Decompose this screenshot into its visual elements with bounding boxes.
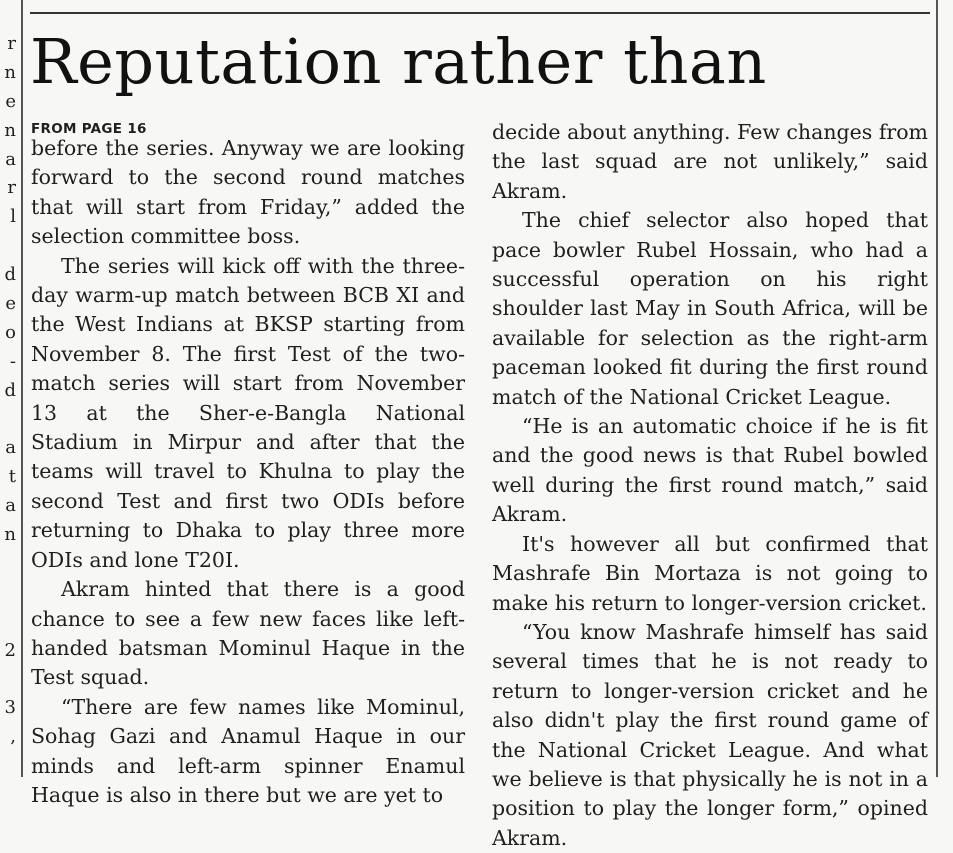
article-headline: Reputation rather than bbox=[30, 25, 767, 98]
gutter-char bbox=[0, 406, 20, 435]
paragraph: “There are few names like Mominul, Sohag Gazi and Anamul Haque in our minds and left-arm spinner Enamul Haque is also in there but we are yet to bbox=[31, 694, 465, 807]
gutter-char: , bbox=[10, 726, 16, 748]
gutter-char: a bbox=[5, 495, 16, 517]
gutter-char: 2 bbox=[4, 639, 16, 661]
gutter-char: a bbox=[5, 148, 16, 170]
continuation-kicker: FROM PAGE 16 bbox=[31, 121, 147, 137]
gutter-char: o bbox=[5, 321, 16, 343]
column-divider-left bbox=[21, 0, 23, 777]
paragraph: It's however all but confirmed that Mashrafe Bin Mortaza is not going to make his return to longer-version cricket. bbox=[492, 531, 928, 615]
gutter-char: d bbox=[4, 264, 16, 286]
gutter-char: l bbox=[10, 206, 16, 228]
gutter-char: r bbox=[7, 33, 16, 54]
gutter-char: d bbox=[4, 379, 16, 401]
gutter-char: r bbox=[7, 177, 16, 199]
paragraph: The chief selector also hoped that pace bowler Rubel Hossain, who had a successful operation on his right shoulder last May in South Africa, will be available for selection as the right-arm paceman looked fit during the first round match of the National Cricket League. bbox=[492, 208, 928, 409]
previous-column-fragment bbox=[0, 30, 20, 760]
paragraph: before the series. Anyway we are looking forward to the second round matches that will start from Friday,” added the selection committee boss. bbox=[31, 136, 465, 249]
gutter-char bbox=[0, 550, 20, 579]
top-rule bbox=[30, 12, 930, 14]
gutter-char: e bbox=[5, 293, 16, 315]
article-column-1 bbox=[31, 118, 465, 810]
paragraph: decide about anything. Few changes from the last squad are not unlikely,” said Akram. bbox=[492, 120, 928, 203]
paragraph: The series will kick off with the three-day warm-up match between BCB XI and the West Indians at BKSP starting from November 8. The first Test of the two-match series will start from November 13 at the Sher-e-Bangla National Stadium in Mirpur and after that the teams will travel to Khulna to play the second Test and first two ODIs before returning to Dhaka to play three more ODIs and lone T20I. bbox=[31, 253, 465, 572]
gutter-char: n bbox=[4, 61, 16, 83]
gutter-char: 3 bbox=[4, 697, 16, 719]
gutter-char: - bbox=[9, 350, 16, 372]
paragraph: “You know Mashrafe himself has said several times that he is not ready to return to longer-version cricket and he also didn't play the first round game of the National Cricket League. And what we believe is that physically he is not in a position to play the longer form,” opined Akram. bbox=[492, 619, 928, 850]
gutter-char: a bbox=[5, 437, 16, 459]
gutter-char bbox=[0, 666, 20, 695]
column-divider-right bbox=[936, 0, 938, 777]
paragraph: Akram hinted that there is a good chance to see a few new faces like left-handed batsman Mominul Haque in the Test squad. bbox=[31, 577, 465, 690]
gutter-char bbox=[0, 608, 20, 637]
gutter-char: n bbox=[4, 119, 16, 141]
article-column-2 bbox=[492, 118, 928, 853]
gutter-char: t bbox=[8, 466, 16, 488]
paragraph: “He is an automatic choice if he is fit and the good news is that Rubel bowled well during the first round match,” said Akram. bbox=[492, 414, 928, 527]
gutter-char: n bbox=[4, 524, 16, 546]
gutter-char bbox=[0, 579, 20, 608]
gutter-char: e bbox=[5, 90, 16, 112]
gutter-char bbox=[0, 232, 20, 261]
